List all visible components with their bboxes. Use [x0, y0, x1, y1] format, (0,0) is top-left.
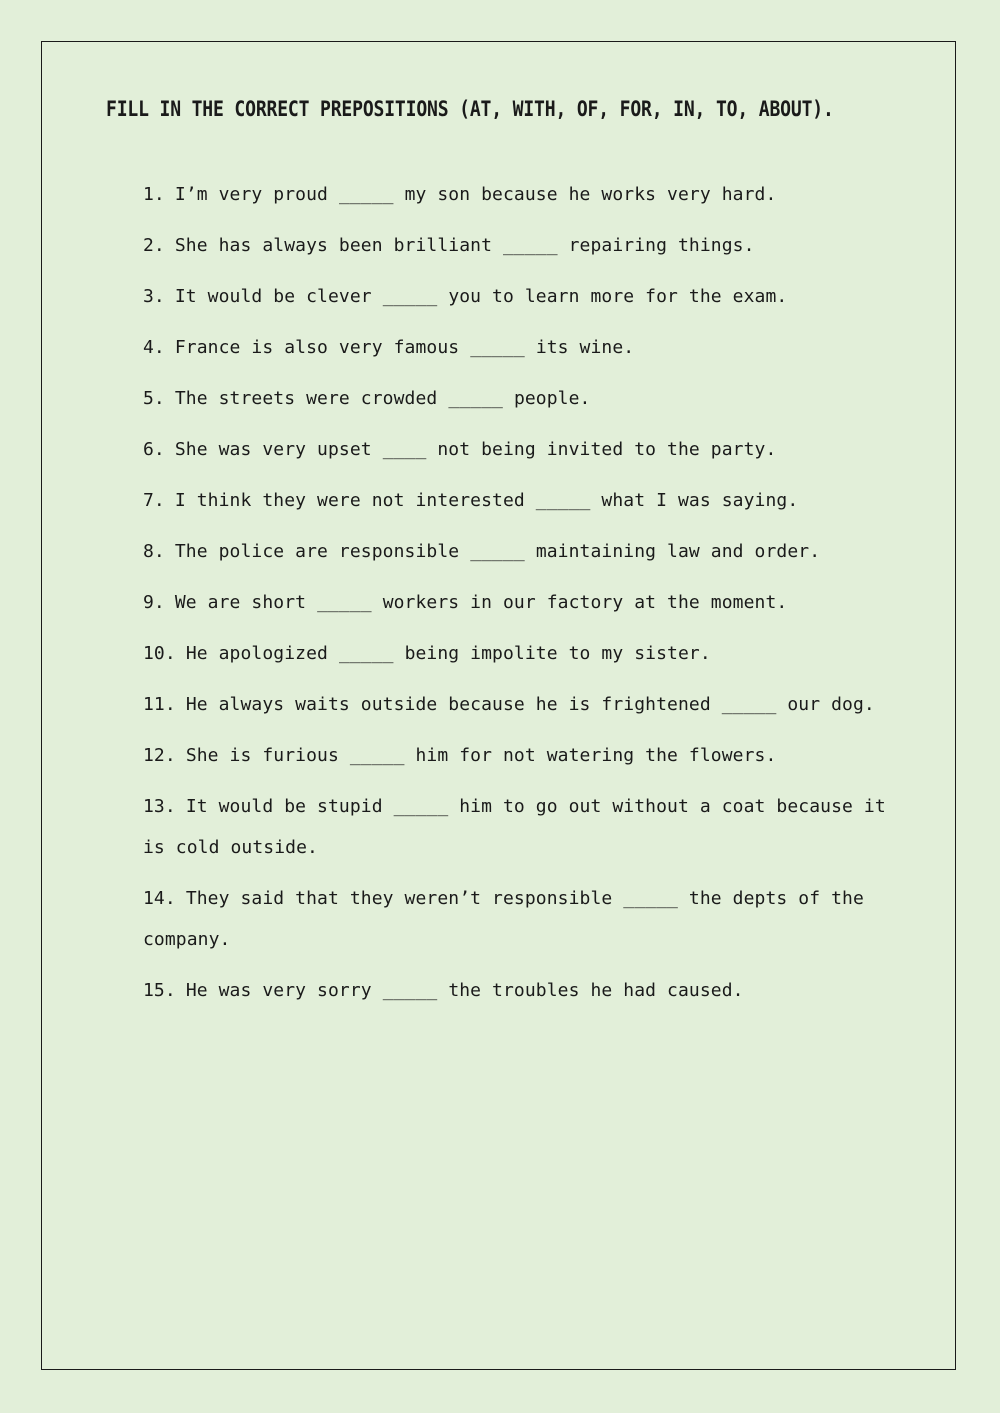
question-text-before: I’m very proud	[174, 184, 328, 205]
question-number: 12.	[143, 745, 176, 766]
question-number: 1.	[143, 184, 165, 205]
question-text-after: him to go out without a coat because it is cold outside.	[143, 796, 886, 858]
question-text-before: He apologized	[185, 643, 328, 664]
answer-blank: _____	[382, 286, 438, 307]
question-text-after: repairing things.	[568, 235, 755, 256]
question-item	[143, 225, 903, 266]
question-number: 5.	[143, 388, 165, 409]
question-item	[143, 327, 903, 368]
answer-blank: _____	[338, 643, 394, 664]
question-text-before: He always waits outside because he is frightened	[185, 694, 711, 715]
question-number: 10.	[143, 643, 176, 664]
answer-blank: _____	[470, 541, 525, 562]
question-text-before: She was very upset	[174, 439, 372, 460]
question-item	[143, 429, 903, 470]
question-item	[143, 633, 903, 674]
question-item	[143, 531, 903, 572]
question-text-after: the depts of the company.	[143, 888, 864, 950]
question-text-after: you to learn more for the exam.	[448, 286, 788, 307]
question-list	[143, 174, 903, 1021]
question-text-before: They said that they weren’t responsible	[185, 888, 613, 909]
answer-blank: _____	[502, 235, 558, 256]
answer-blank: _____	[338, 184, 394, 205]
question-text-after: people.	[513, 388, 591, 409]
question-number: 6.	[143, 439, 165, 460]
question-text-before: We are short	[174, 592, 307, 613]
question-text-before: France is also very famous	[174, 337, 460, 358]
answer-blank: _____	[623, 888, 678, 909]
question-text-before: She has always been brilliant	[174, 235, 493, 256]
question-text-after: our dog.	[787, 694, 875, 715]
answer-blank: ____	[382, 439, 427, 460]
question-number: 3.	[143, 286, 165, 307]
question-number: 2.	[143, 235, 165, 256]
question-item	[143, 378, 903, 419]
question-text-after: workers in our factory at the moment.	[382, 592, 788, 613]
question-text-after: what I was saying.	[601, 490, 799, 511]
question-number: 13.	[143, 796, 176, 817]
answer-blank: _____	[470, 337, 525, 358]
answer-blank: _____	[393, 796, 449, 817]
question-text-after: maintaining law and order.	[535, 541, 821, 562]
question-text-after: my son because he works very hard.	[404, 184, 777, 205]
worksheet-title: FILL IN THE CORRECT PREPOSITIONS (AT, WITH, OF, FOR, IN, TO, ABOUT).	[106, 97, 834, 121]
question-item	[143, 582, 903, 623]
answer-blank: _____	[382, 980, 438, 1001]
question-number: 11.	[143, 694, 176, 715]
question-text-after: him for not watering the flowers.	[415, 745, 777, 766]
question-text-after: the troubles he had caused.	[448, 980, 744, 1001]
question-text-after: being impolite to my sister.	[404, 643, 711, 664]
question-item	[143, 970, 903, 1011]
question-item	[143, 174, 903, 215]
question-text-before: It would be stupid	[185, 796, 383, 817]
answer-blank: _____	[721, 694, 777, 715]
question-text-before: He was very sorry	[185, 980, 372, 1001]
question-text-before: I think they were not interested	[174, 490, 525, 511]
question-number: 8.	[143, 541, 165, 562]
question-number: 9.	[143, 592, 165, 613]
question-item	[143, 276, 903, 317]
question-number: 14.	[143, 888, 176, 909]
answer-blank: _____	[535, 490, 591, 511]
question-text-before: The streets were crowded	[174, 388, 438, 409]
question-item	[143, 786, 903, 868]
question-text-after: its wine.	[535, 337, 635, 358]
question-number: 7.	[143, 490, 165, 511]
question-item	[143, 684, 903, 725]
question-item	[143, 480, 903, 521]
question-item	[143, 878, 903, 960]
answer-blank: _____	[448, 388, 503, 409]
question-text-after: not being invited to the party.	[437, 439, 777, 460]
answer-blank: _____	[349, 745, 405, 766]
question-item	[143, 735, 903, 776]
question-text-before: The police are responsible	[174, 541, 460, 562]
question-text-before: She is furious	[185, 745, 339, 766]
question-number: 15.	[143, 980, 176, 1001]
question-number: 4.	[143, 337, 165, 358]
question-text-before: It would be clever	[174, 286, 372, 307]
answer-blank: _____	[317, 592, 372, 613]
